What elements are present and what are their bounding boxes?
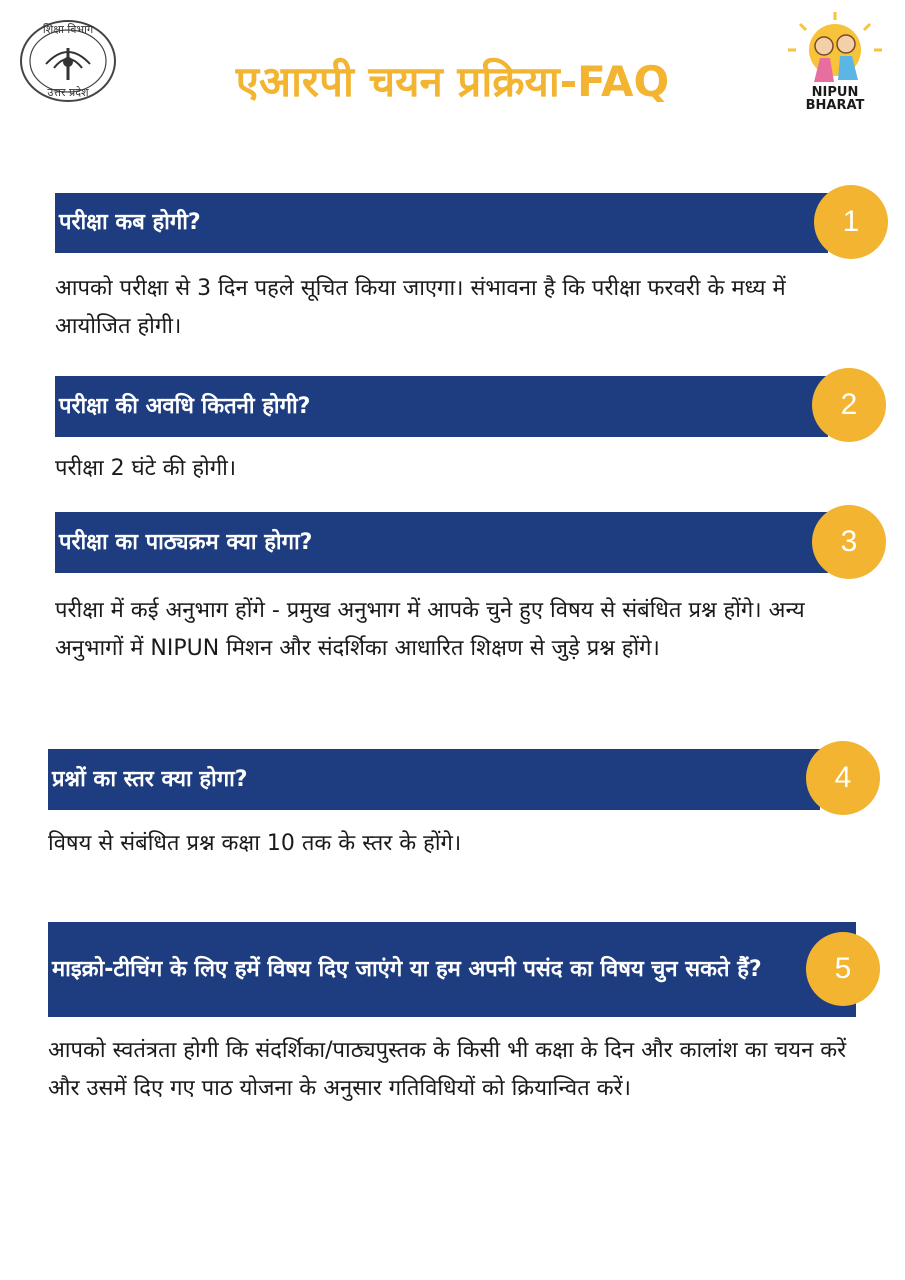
faq-number-badge: 1 — [814, 185, 888, 259]
faq-number-badge: 5 — [806, 932, 880, 1006]
faq-number-badge: 3 — [812, 505, 886, 579]
faq-answer-5: आपको स्वतंत्रता होगी कि संदर्शिका/पाठ्यपुस्तक के किसी भी कक्षा के दिन और कालांश का चयन करें और उसमें दिए गए पाठ योजना के अनुसार गतिविधियों को क्रियान्वित करें। — [48, 1038, 847, 1101]
faq-question-1 — [55, 193, 828, 253]
faq-answer-1: आपको परीक्षा से 3 दिन पहले सूचित किया जाएगा। संभावना है कि परीक्षा फरवरी के मध्य में आयोजित होगी। — [55, 276, 786, 339]
nipun-bharat-wordmark: NIPUN BHARAT — [805, 85, 865, 113]
faq-question-5 — [48, 922, 856, 1017]
faq-number-badge: 4 — [806, 741, 880, 815]
faq-question-text: प्रश्नों का स्तर क्या होगा? — [52, 766, 248, 792]
faq-answer-4: विषय से संबंधित प्रश्न कक्षा 10 तक के स्तर के होंगे। — [48, 831, 462, 856]
svg-text:शिक्षा विभाग: शिक्षा विभाग — [42, 23, 94, 36]
faq-answer-2: परीक्षा 2 घंटे की होगी। — [55, 456, 237, 481]
faq-question-text: परीक्षा की अवधि कितनी होगी? — [59, 393, 311, 419]
svg-text:उत्तर प्रदेश: उत्तर प्रदेश — [47, 86, 89, 99]
faq-question-2 — [55, 376, 828, 437]
faq-answer-3: परीक्षा में कई अनुभाग होंगे - प्रमुख अनुभाग में आपके चुने हुए विषय से संबंधित प्रश्न होंगे। अन्य अनुभागों में NIPUN मिशन और संदर्शिका आधारित शिक्षण से जुड़े प्रश्न होंगे। — [55, 598, 805, 661]
faq-question-text: परीक्षा का पाठ्यक्रम क्या होगा? — [59, 529, 313, 555]
faq-question-4 — [48, 749, 820, 810]
faq-question-3 — [55, 512, 828, 573]
faq-question-text: परीक्षा कब होगी? — [59, 210, 201, 235]
page-title: एआरपी चयन प्रक्रिया-FAQ — [235, 57, 670, 106]
faq-number-badge: 2 — [812, 368, 886, 442]
faq-question-text: माइक्रो-टीचिंग के लिए हमें विषय दिए जाएंगे या हम अपनी पसंद का विषय चुन सकते हैं? — [52, 956, 762, 982]
